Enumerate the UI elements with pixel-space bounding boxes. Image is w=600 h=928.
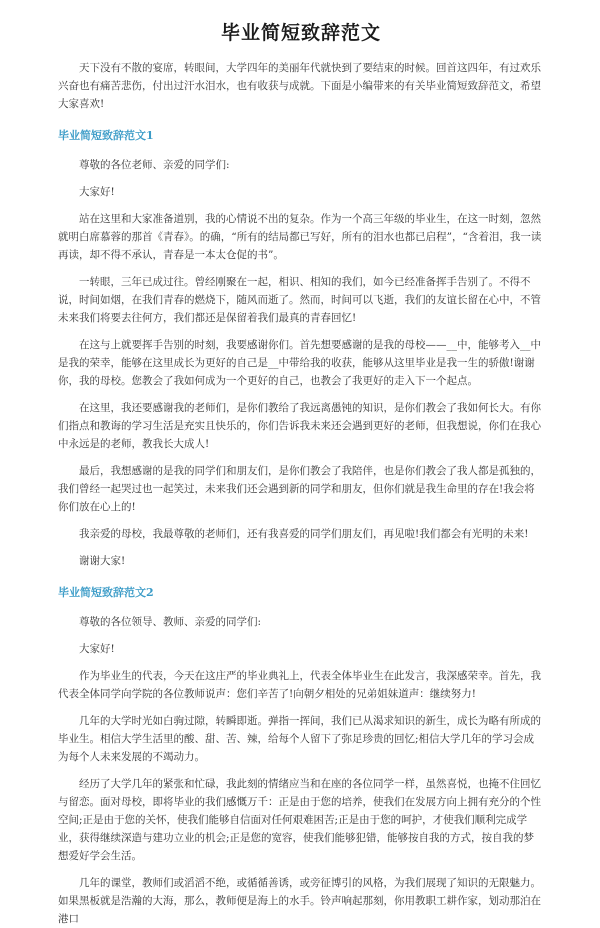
- section-heading-2: 毕业简短致辞范文2: [58, 586, 154, 599]
- greeting: 大家好!: [79, 643, 115, 655]
- body-paragraph: 几年的课堂，教师们或滔滔不绝，或循循善诱，或旁征博引的风格，为我们展现了知识的无限魅力。如果黑板就是浩瀚的大海，那么，教师便是海上的水手。铃声响起那刻，你用教职工耕作家，划动那泊在港口: [58, 877, 541, 925]
- salutation: 尊敬的各位领导、教师、亲爱的同学们:: [79, 616, 262, 628]
- body-paragraph: 经历了大学几年的紧张和忙碌，我此刻的情绪应当和在座的各位同学一样，虽然喜悦，也掩不住回忆与留恋。面对母校，即将毕业的我们感慨万千：正是由于您的培养，使我们在发展方向上拥有充分的个性空间;正是由于您的关怀，使我们能够自信面对任何艰难困苦;正是由于您的呵护，才使我们顺利完成学业，获得继续深造与建功立业的机会;正是您的宽容，使我们能够犯错，能够按自我的方式，按自我的梦想爱好学会生活。: [58, 778, 541, 862]
- body-paragraph: 在这与上就要挥手告别的时刻，我要感谢你们。首先想要感谢的是我的母校——__中，能够考入__中是我的荣幸，能够在这里成长为更好的自己是__中带给我的收获，能够从这里毕业是我一生的骄傲!谢谢你，我的母校。您教会了我如何成为一个更好的自己，也教会了我更好的走入下一个起点。: [58, 339, 541, 387]
- body-paragraph: 在这里，我还要感谢我的老师们，是你们教给了我远离愚钝的知识，是你们教会了我如何长大。有你们指点和教诲的学习生活是充实且快乐的，你们告诉我未来还会遇到更好的老师，但我想说，你们在我心中永远是的老师，教我长大成人!: [58, 402, 541, 450]
- page-title: 毕业简短致辞范文: [220, 22, 381, 44]
- closing-line: 谢谢大家!: [79, 555, 126, 567]
- body-paragraph: 最后，我想感谢的是我的同学们和朋友们，是你们教会了我陪伴，也是你们教会了我人都是孤独的，我们曾经一起哭过也一起笑过，未来我们还会遇到新的同学和朋友，但你们就是我生命里的存在!我会将你们放在心上的!: [58, 465, 541, 513]
- body-paragraph: 作为毕业生的代表，今天在这庄严的毕业典礼上，代表全体毕业生在此发言，我深感荣幸。首先，我代表全体同学向学院的各位教师说声：您们辛苦了!向朝夕相处的兄弟姐妹道声：继续努力!: [58, 670, 541, 700]
- section-heading-1: 毕业简短致辞范文1: [58, 129, 154, 142]
- body-paragraph: 一转眼，三年已成过往。曾经刚聚在一起，相识、相知的我们，如今已经准备挥手告别了。不得不说，时间如烟，在我们青春的燃烧下，随风而逝了。然而，时间可以飞逝，我们的友谊长留在心中，不管未来我们将要去往何方，我们都还是保留着我们最真的青春回忆!: [58, 276, 541, 324]
- body-paragraph: 站在这里和大家准备道别，我的心情说不出的复杂。作为一个高三年级的毕业生，在这一时刻，忽然就明白席慕蓉的那首《青春》。的确，“所有的结局都已写好，所有的泪水也都已启程”，“含着泪，我一读再读，却不得不承认，青春是一本太仓促的书”。: [58, 213, 542, 261]
- greeting: 大家好!: [79, 186, 115, 198]
- salutation: 尊敬的各位老师、亲爱的同学们:: [79, 159, 230, 171]
- body-paragraph: 我亲爱的母校，我最尊敬的老师们，还有我喜爱的同学们朋友们，再见啦!我们都会有光明的未来!: [79, 528, 529, 540]
- intro-paragraph: 天下没有不散的宴席，转眼间，大学四年的美丽年代就快到了要结束的时候。回首这四年，有过欢乐兴奋也有痛苦悲伤，付出过汗水泪水，也有收获与成就。下面是小编带来的有关毕业简短致辞范文，希望大家喜欢!: [58, 62, 541, 110]
- body-paragraph: 几年的大学时光如白驹过隙，转瞬即逝。弹指一挥间，我们已从渴求知识的新生，成长为略有所成的毕业生。相信大学生活里的酸、甜、苦、辣，给每个人留下了弥足珍贵的回忆;相信大学几年的学习会成为每个人未来发展的不竭动力。: [58, 715, 541, 763]
